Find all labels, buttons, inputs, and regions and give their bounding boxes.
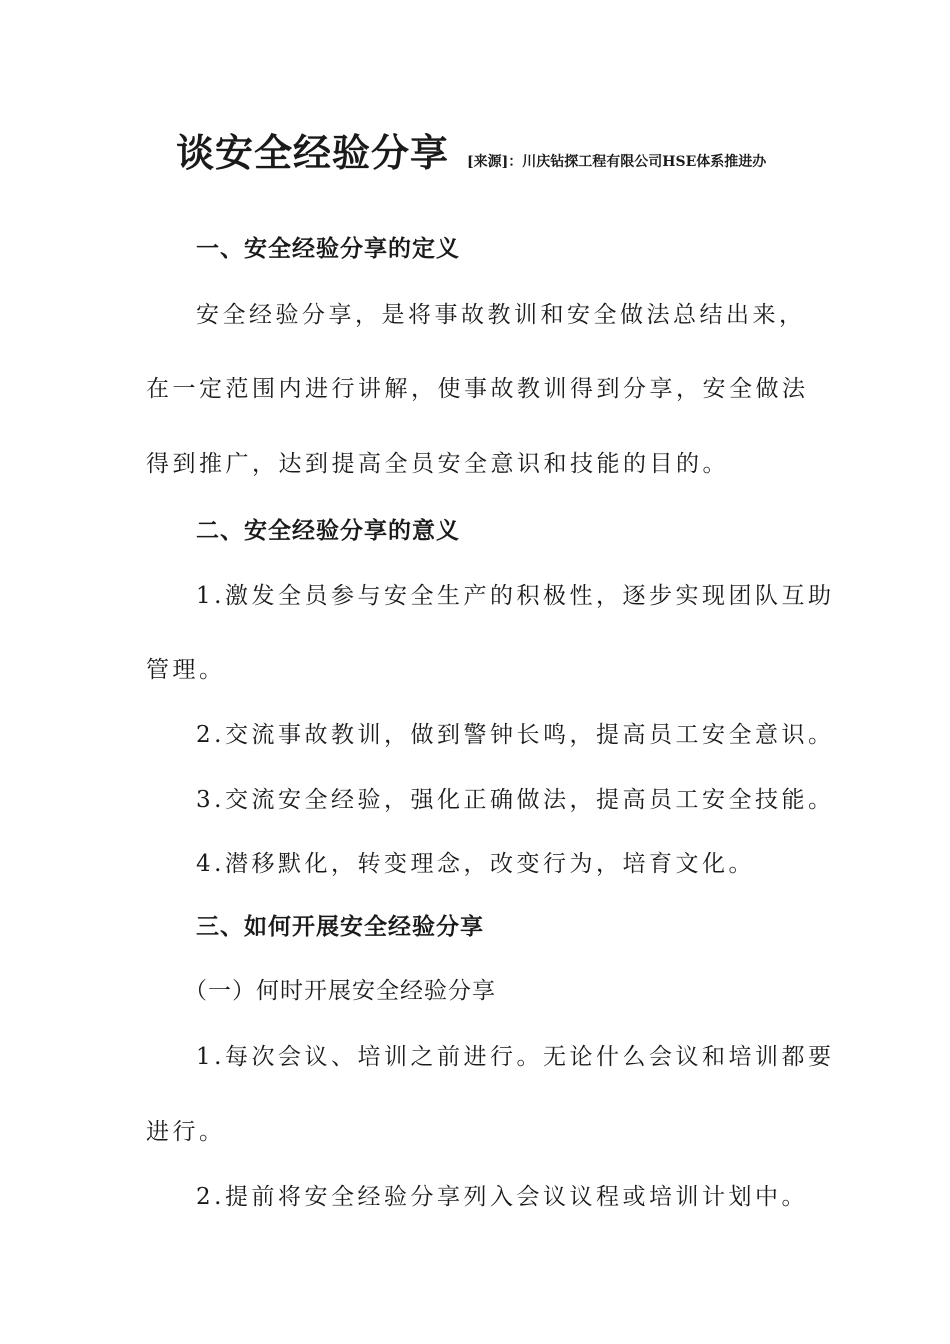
- paragraph-line: 得到推广，达到提高全员安全意识和技能的目的。: [146, 451, 729, 477]
- list-item-continuation: 进行。: [146, 1119, 226, 1145]
- title-row: [176, 122, 766, 177]
- section-heading-3: 三、如何开展安全经验分享: [196, 913, 484, 940]
- list-item: 3.交流安全经验，强化正确做法，提高员工安全技能。: [196, 787, 835, 813]
- list-item: 2.交流事故教训，做到警钟长鸣，提高员工安全意识。: [196, 722, 835, 748]
- paragraph-line: 在一定范围内进行讲解，使事故教训得到分享，安全做法: [146, 376, 809, 402]
- subsection-heading: （一）何时开展安全经验分享: [184, 978, 496, 1004]
- list-item: 2.提前将安全经验分享列入会议议程或培训计划中。: [196, 1184, 808, 1210]
- list-item: 1.每次会议、培训之前进行。无论什么会议和培训都要: [196, 1044, 835, 1070]
- source-note: [来源]：川庆钻探工程有限公司HSE体系推进办: [467, 154, 767, 170]
- section-heading-1: 一、安全经验分享的定义: [196, 235, 460, 262]
- paragraph-line: 安全经验分享，是将事故教训和安全做法总结出来，: [196, 302, 806, 328]
- list-item-continuation: 管理。: [146, 657, 226, 683]
- page-title: 谈安全经验分享: [176, 130, 450, 175]
- section-heading-2: 二、安全经验分享的意义: [196, 517, 460, 544]
- list-item: 1.激发全员参与安全生产的积极性，逐步实现团队互助: [196, 583, 835, 609]
- list-item: 4.潜移默化，转变理念，改变行为，培育文化。: [196, 851, 755, 877]
